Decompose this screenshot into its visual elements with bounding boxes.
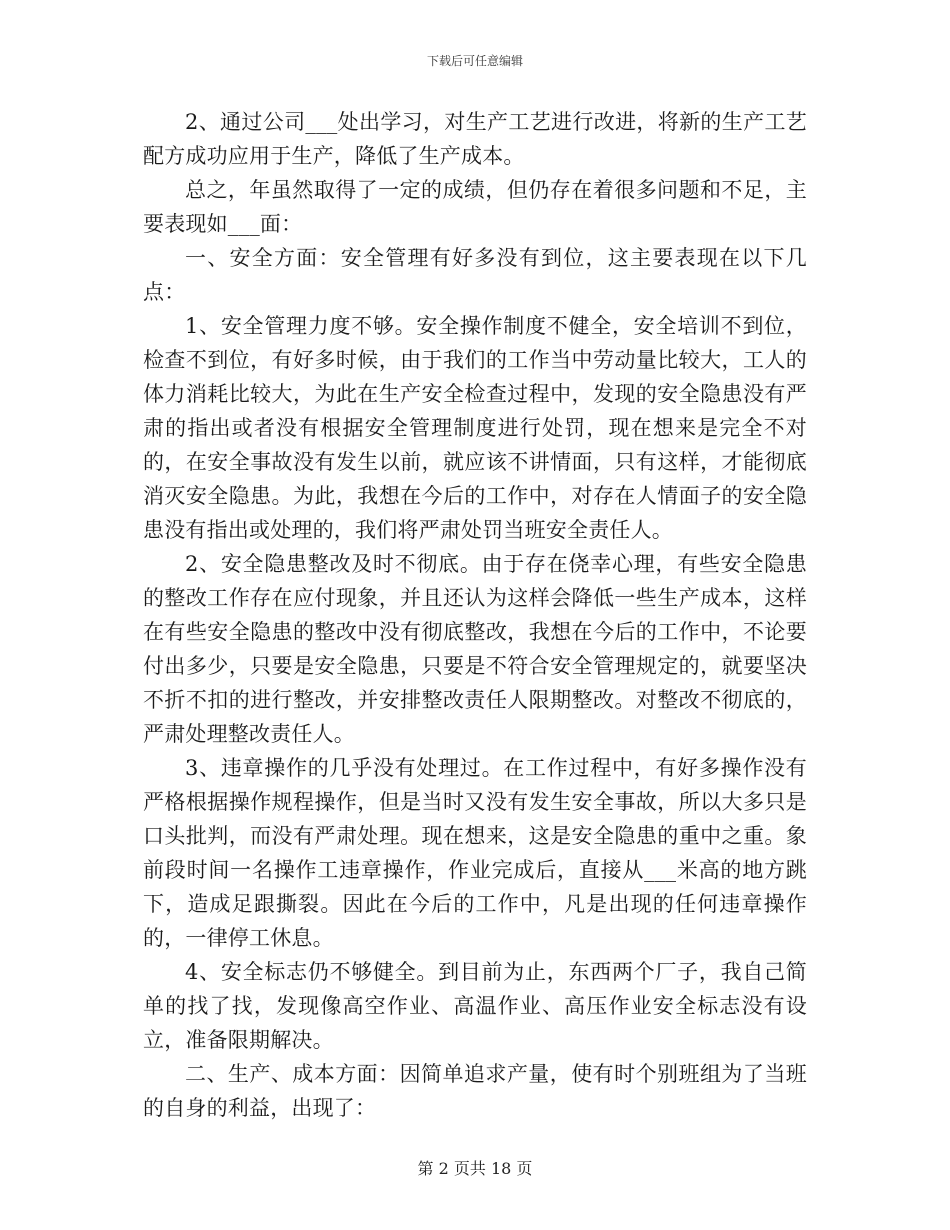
paragraph: 二、生产、成本方面：因简单追求产量，使有时个别班组为了当班的自身的利益，出现了：	[143, 1062, 807, 1120]
paragraph: 一、安全方面：安全管理有好多没有到位，这主要表现在以下几点：	[143, 246, 807, 304]
paragraph: 总之，年虽然取得了一定的成绩，但仍存在着很多问题和不足，主要表现如___面：	[143, 178, 807, 236]
paragraph: 2、通过公司___处出学习，对生产工艺进行改进，将新的生产工艺配方成功应用于生产，降低了生产成本。	[143, 110, 807, 168]
page-number-footer: 第 2 页共 18 页	[417, 1159, 533, 1178]
document-body	[143, 105, 807, 1125]
paragraph: 3、违章操作的几乎没有处理过。在工作过程中，有好多操作没有严格根据操作规程操作，但是当时又没有发生安全事故，所以大多只是口头批判，而没有严肃处理。现在想来，这是安全隐患的重中之重。象前段时间一名操作工违章操作，作业完成后，直接从___米高的地方跳下，造成足跟撕裂。因此在今后的工作中，凡是出现的任何违章操作的，一律停工休息。	[143, 756, 807, 950]
paragraph: 2、安全隐患整改及时不彻底。由于存在侥幸心理，有些安全隐患的整改工作存在应付现象，并且还认为这样会降低一些生产成本，这样在有些安全隐患的整改中没有彻底整改，我想在今后的工作中，不论要付出多少，只要是安全隐患，只要是不符合安全管理规定的，就要坚决不折不扣的进行整改，并安排整改责任人限期整改。对整改不彻底的，严肃处理整改责任人。	[143, 552, 807, 746]
paragraph: 4、安全标志仍不够健全。到目前为止，东西两个厂子，我自己简单的找了找，发现像高空作业、高温作业、高压作业安全标志没有设立，准备限期解决。	[143, 960, 807, 1052]
paragraph: 1、安全管理力度不够。安全操作制度不健全，安全培训不到位，检查不到位，有好多时候，由于我们的工作当中劳动量比较大，工人的体力消耗比较大，为此在生产安全检查过程中，发现的安全隐患没有严肃的指出或者没有根据安全管理制度进行处罚，现在想来是完全不对的，在安全事故没有发生以前，就应该不讲情面，只有这样，才能彻底消灭安全隐患。为此，我想在今后的工作中，对存在人情面子的安全隐患没有指出或处理的，我们将严肃处罚当班安全责任人。	[143, 314, 807, 542]
page-header: 下载后可任意编辑	[426, 54, 523, 68]
